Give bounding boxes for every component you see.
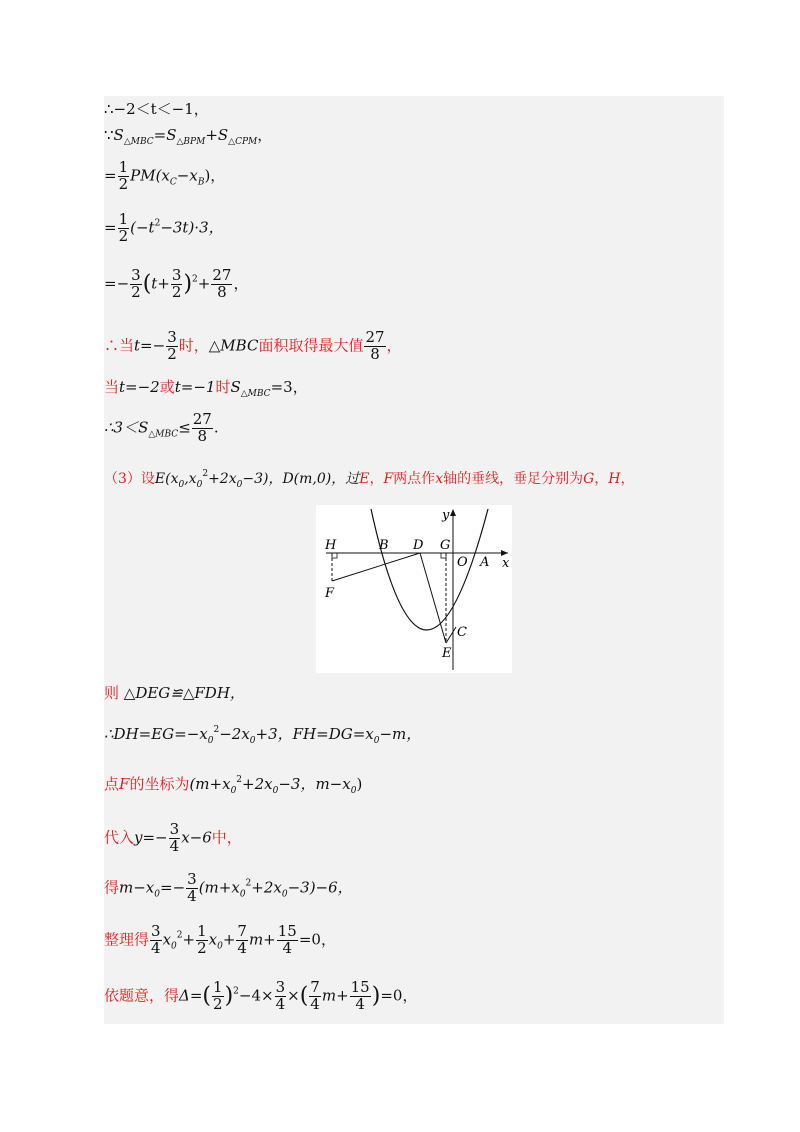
sup-2: 2 (202, 469, 209, 479)
sup-2: 2 (236, 775, 243, 785)
numerator: 27 (192, 410, 212, 428)
because-symbol: ∵ (104, 126, 114, 144)
fraction-3-4 (186, 872, 198, 905)
line-max-area (104, 330, 402, 363)
numerator: 15 (350, 978, 370, 996)
sup-2: 2 (233, 986, 239, 997)
equals-minus: =− (104, 274, 130, 293)
sub-b: B (197, 177, 205, 188)
part3-label: （3）设 (104, 471, 155, 487)
denominator: 4 (275, 994, 286, 1013)
paren-close: ) (224, 983, 234, 1009)
two-points: 两点作 (393, 471, 436, 487)
close: ) (356, 775, 363, 793)
minus-2x: −2x (219, 725, 250, 743)
sub-0: 0 (272, 786, 279, 796)
fraction-27-8 (192, 412, 213, 445)
line-range-t (104, 102, 209, 117)
when: 当 (104, 378, 120, 396)
x-axis: x (435, 471, 444, 487)
then: 则 (104, 684, 120, 702)
fraction-3-4 (275, 980, 287, 1013)
sub-0: 0 (207, 736, 214, 746)
t-expr: (−t (130, 218, 155, 237)
eq-3: =3， (270, 378, 308, 396)
paren-open: ( (142, 271, 152, 297)
fraction-3-4 (150, 924, 162, 957)
line-f-coord (104, 776, 362, 796)
m-minus-x: m−x (119, 878, 155, 897)
t-plus: t+ (151, 274, 170, 293)
numerator: 1 (197, 922, 207, 940)
numerator: 1 (118, 210, 129, 228)
coord-mid: −3，m−x (278, 775, 351, 793)
comma: ， (386, 336, 402, 355)
denominator: 4 (237, 938, 247, 957)
perpendicular-text: 轴的垂线，垂足分别为 (443, 471, 584, 487)
paren-open-2: ( (299, 983, 309, 1009)
minus-x: −x (176, 166, 198, 185)
minus-m: −m， (379, 725, 422, 743)
parabola-figure (316, 505, 512, 673)
line-endpoint-area (104, 380, 308, 399)
segment-ec (446, 627, 456, 643)
rest: −3)−6， (287, 878, 353, 897)
line-half-pm (104, 160, 225, 193)
equals: = (104, 218, 117, 237)
denominator: 2 (171, 282, 182, 301)
x: x (162, 930, 172, 949)
fraction-3-2 (166, 330, 178, 363)
t-neg1: t=−1 (174, 378, 216, 396)
denominator: 4 (151, 938, 161, 957)
fraction-27-8 (211, 268, 232, 301)
right-angle-h (332, 553, 337, 558)
sub-0: 0 (217, 941, 223, 952)
fraction-3-2b (171, 268, 183, 301)
x-minus-6: x−6 (181, 828, 212, 847)
segment-fd (332, 553, 420, 581)
line-simplify (104, 924, 336, 957)
denominator: 4 (282, 938, 293, 957)
numerator: 3 (169, 820, 180, 838)
fh-eq: +3，FH=DG=x (255, 725, 374, 743)
fraction-half (118, 212, 130, 245)
parabola-curve (371, 509, 488, 630)
sub-mbc: △MBC (240, 389, 271, 399)
plus-s: +S (205, 126, 229, 144)
denominator: 4 (187, 886, 197, 905)
label-f: F (325, 586, 335, 601)
denominator: 8 (217, 282, 227, 301)
comma: ， (233, 274, 249, 293)
label-o: O (457, 555, 468, 570)
denominator: 2 (167, 344, 177, 363)
label-a: A (480, 555, 490, 570)
denominator: 2 (197, 938, 207, 957)
pm-expr: PM(x (130, 166, 170, 185)
simplify: 整理得 (104, 930, 150, 949)
numerator: 3 (275, 978, 286, 996)
equals: = (104, 166, 117, 185)
line-half-t (104, 212, 224, 245)
point-e: E (359, 471, 370, 487)
dh-eq: ∴DH=EG=−x (104, 725, 208, 743)
sub-bpm: △BPM (176, 137, 206, 147)
line-part3-setup (104, 470, 635, 490)
sub-0: 0 (154, 889, 161, 900)
coord-is: 的坐标为 (129, 775, 190, 793)
sub-0: 0 (236, 480, 243, 490)
point-g: G (583, 471, 595, 487)
line-dh-eg (104, 726, 421, 746)
point-f: F (383, 471, 394, 487)
sub-0: 0 (249, 736, 256, 746)
eq-s: =S (153, 126, 177, 144)
label-b: B (379, 538, 389, 553)
sup-2: 2 (154, 218, 161, 229)
denominator: 8 (370, 344, 380, 363)
denominator: 4 (310, 994, 320, 1013)
eq-0: =0， (298, 930, 336, 949)
or: 或 (159, 378, 175, 396)
line-vertex-form (104, 268, 248, 301)
sup-2: 2 (245, 878, 252, 889)
into: 中， (211, 828, 242, 847)
plus: + (182, 930, 196, 949)
paren-close: ) (183, 271, 193, 297)
plus-2x: +2x (242, 775, 273, 793)
plus: + (197, 274, 211, 293)
label-g: G (440, 538, 451, 553)
line-get-equation (104, 872, 353, 905)
denominator: 2 (131, 282, 141, 301)
fraction-7-4 (236, 924, 248, 957)
m-plus: m+ (248, 930, 276, 949)
fraction-7-4 (309, 980, 321, 1013)
denominator: 8 (197, 426, 208, 445)
point-h: H (608, 471, 621, 487)
fraction-27-8 (364, 330, 385, 363)
sub-mbc: △MBC (148, 429, 179, 440)
fraction-3-4 (169, 822, 181, 855)
delta-eq: Δ= (179, 986, 203, 1005)
numerator: 27 (212, 266, 232, 284)
d-coord: −3)，D(m,0)，过 (242, 471, 360, 487)
label-x: x (502, 556, 510, 571)
line-discriminant (104, 980, 417, 1013)
label-d: D (413, 538, 424, 553)
sub-cpm: △CPM (228, 137, 258, 147)
label-c: C (457, 625, 467, 640)
plus-2x: +2x (251, 878, 282, 897)
s-symbol: S (230, 378, 241, 396)
by-question: 依题意，得 (104, 986, 180, 1005)
get: 得 (104, 878, 120, 897)
denominator: 4 (169, 836, 180, 855)
fraction-1-2 (196, 924, 208, 957)
period: . (213, 418, 219, 437)
sub-0: 0 (196, 480, 203, 490)
t-eq: t=− (134, 336, 166, 355)
plus: + (222, 930, 236, 949)
y-eq: y=− (134, 828, 168, 847)
eq-minus: =− (160, 878, 186, 897)
comma: ， (620, 471, 635, 487)
numerator: 1 (213, 978, 223, 996)
comma-x: ,x (184, 471, 197, 487)
paren-open: ( (202, 983, 212, 1009)
comma: ， (369, 471, 384, 487)
fraction-half (118, 160, 130, 193)
label-h: H (325, 538, 337, 553)
numerator: 3 (171, 266, 182, 284)
triangle-mbc: △MBC (208, 336, 259, 355)
paren-expr: (m+x (198, 878, 240, 897)
comma: ， (257, 126, 273, 144)
numerator: 15 (277, 922, 297, 940)
t-rest: −3t)·3， (160, 218, 224, 237)
le: ≤ (178, 418, 191, 437)
sub-0: 0 (171, 941, 177, 952)
x: x (208, 930, 218, 949)
label-e: E (442, 646, 452, 661)
times: × (287, 986, 300, 1005)
y-axis-arrow (450, 509, 456, 516)
parabola-diagram (316, 505, 512, 673)
numerator: 7 (237, 922, 247, 940)
line-substitute (104, 822, 242, 855)
fraction-15-4 (277, 924, 298, 957)
fraction-1-2 (212, 980, 224, 1013)
denominator: 2 (118, 174, 129, 193)
numerator: 27 (365, 328, 385, 346)
line-area-sum (104, 128, 272, 147)
therefore-when: ∴当 (104, 336, 135, 355)
max-area-text: 面积取得最大值 (258, 336, 364, 355)
when-text: 时， (178, 336, 209, 355)
numerator: 1 (118, 158, 129, 176)
sub-0: 0 (230, 786, 237, 796)
numerator: 3 (151, 922, 161, 940)
numerator: 3 (131, 266, 141, 284)
range-text: ∴−2＜t＜−1， (104, 100, 209, 118)
numerator: 3 (187, 870, 197, 888)
sub-0: 0 (178, 480, 185, 490)
right-angle-g (441, 553, 446, 558)
fraction-15-4 (350, 980, 371, 1013)
label-y: y (442, 508, 450, 523)
minus-4x: −4× (238, 986, 274, 1005)
plus-2x: +2x (208, 471, 237, 487)
sub-0: 0 (373, 736, 380, 746)
s-symbol: S (113, 126, 124, 144)
close: )， (204, 166, 226, 185)
sub-mbc: △MBC (123, 137, 154, 147)
t-neg2: t=−2 (119, 378, 160, 396)
paren-close-2: ) (371, 983, 381, 1009)
m-plus: m+ (321, 986, 349, 1005)
sup-2: 2 (176, 930, 183, 941)
denominator: 2 (213, 994, 223, 1013)
line-congruent (104, 686, 245, 701)
eq-0: =0， (380, 986, 418, 1005)
point-f: F (119, 775, 130, 793)
numerator: 3 (167, 328, 177, 346)
denominator: 4 (355, 994, 365, 1013)
sub-0: 0 (350, 786, 357, 796)
sup-2: 2 (192, 274, 198, 285)
time: 时 (215, 378, 231, 396)
sub-0: 0 (281, 889, 288, 900)
denominator: 2 (118, 226, 129, 245)
numerator: 7 (310, 978, 320, 996)
fraction-3-2 (130, 268, 142, 301)
range-start: ∴3＜S (104, 418, 149, 437)
substitute: 代入 (104, 828, 135, 847)
point: 点 (104, 775, 120, 793)
comma: ， (594, 471, 609, 487)
e-coord: E(x (154, 471, 179, 487)
congruence: △DEG≌△FDH， (123, 684, 245, 702)
sup-2: 2 (213, 725, 220, 735)
coord-start: (m+x (189, 775, 231, 793)
sub-c: C (169, 177, 177, 188)
sub-0: 0 (239, 889, 246, 900)
line-area-range (104, 412, 219, 445)
